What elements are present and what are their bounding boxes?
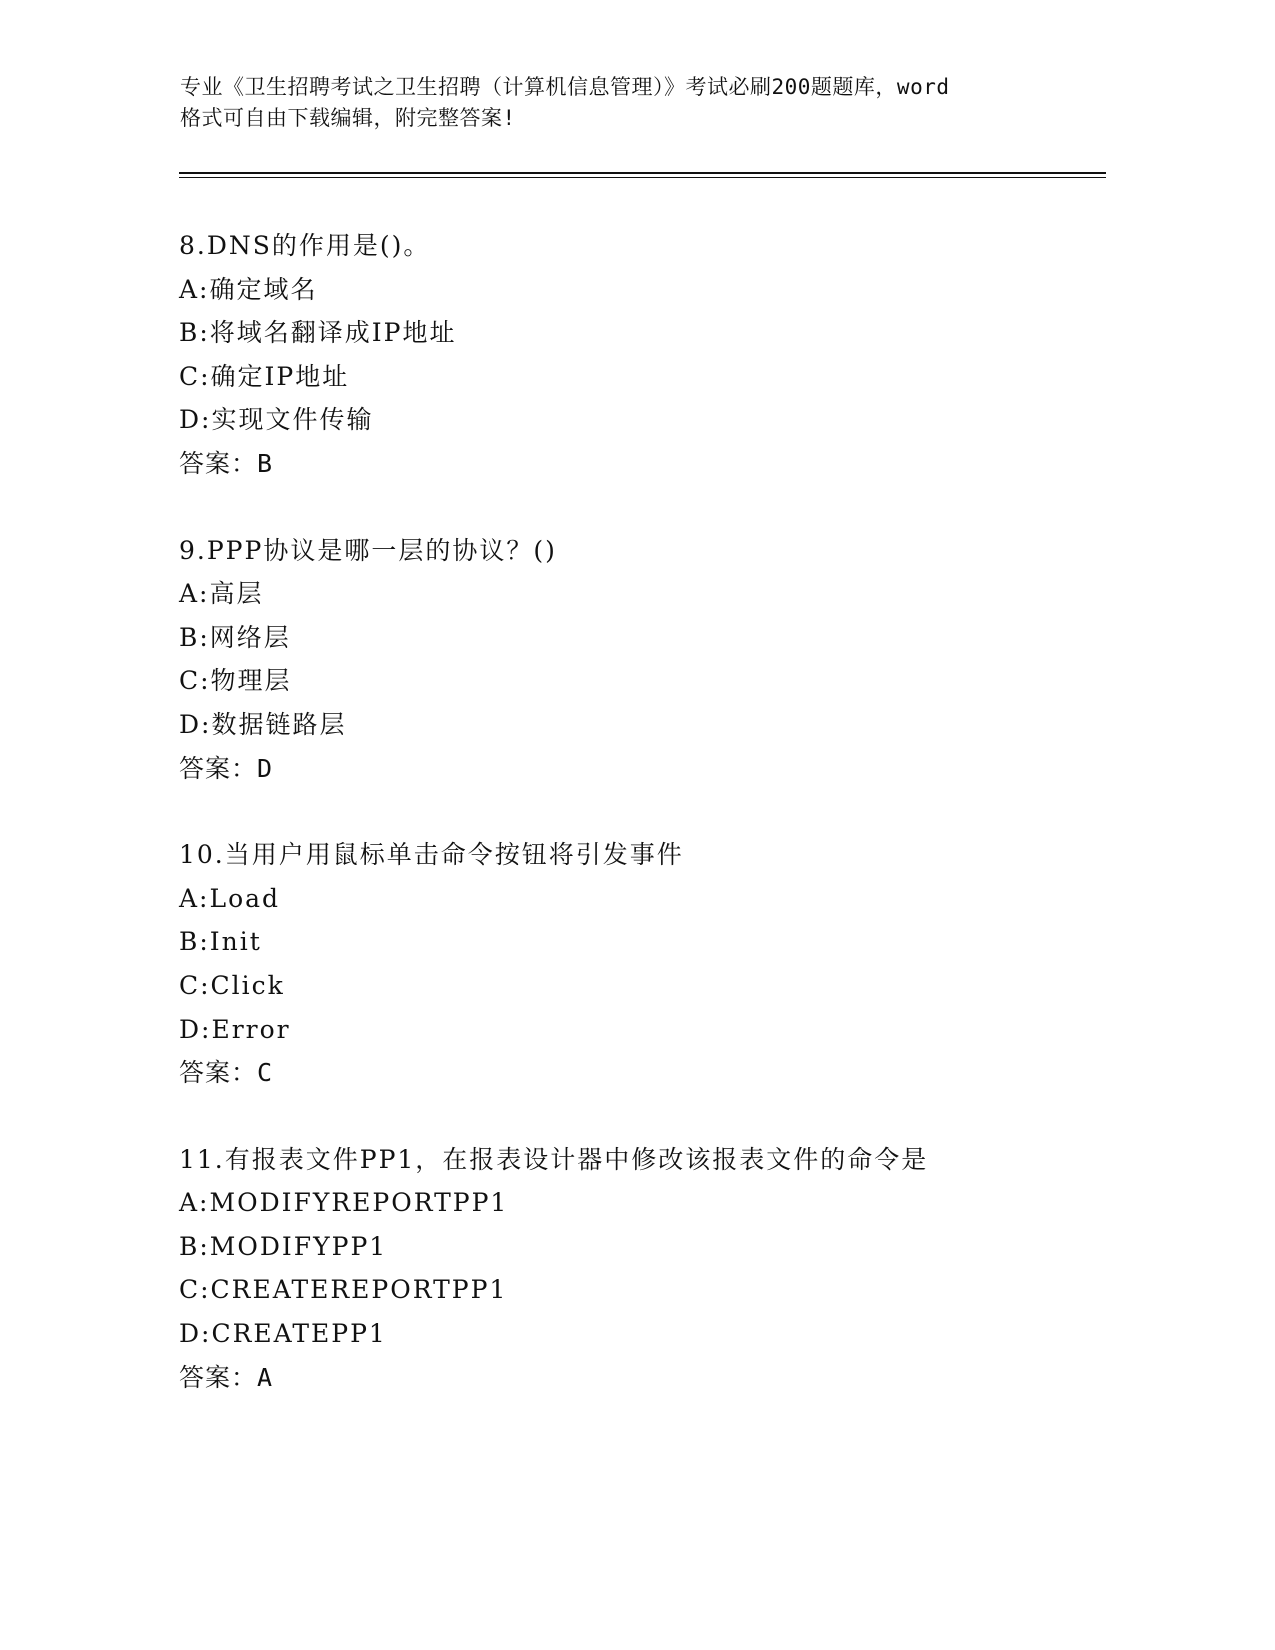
question-text: 9.PPP协议是哪一层的协议？() — [179, 535, 557, 565]
option-c: C:CREATEREPORTPP1 — [179, 1275, 508, 1305]
option-d: D:CREATEPP1 — [179, 1319, 387, 1349]
option-b: B:将域名翻译成IP地址 — [179, 318, 457, 348]
question-text: 11.有报表文件PP1，在报表设计器中修改该报表文件的命令是 — [179, 1144, 929, 1174]
answer-label: 答案：C — [179, 1058, 274, 1088]
question-11 — [179, 1138, 1079, 1400]
answer-label: 答案：D — [179, 753, 274, 783]
header-line-2: 格式可自由下载编辑，附完整答案! — [180, 106, 516, 130]
option-b: B:网络层 — [179, 622, 291, 652]
option-d: D:实现文件传输 — [179, 405, 374, 435]
option-b: B:Init — [179, 927, 262, 957]
option-b: B:MODIFYPP1 — [179, 1231, 388, 1261]
answer-label: 答案：B — [179, 448, 274, 478]
option-d: D:数据链路层 — [179, 709, 347, 739]
option-a: A:Load — [179, 883, 281, 913]
option-a: A:高层 — [179, 579, 264, 609]
question-9 — [179, 529, 1079, 791]
question-list — [179, 224, 1079, 1442]
option-a: A:确定域名 — [179, 274, 318, 304]
question-text: 8.DNS的作用是()。 — [179, 231, 431, 260]
option-d: D:Error — [179, 1014, 291, 1044]
option-c: C:物理层 — [179, 666, 292, 696]
question-text: 10.当用户用鼠标单击命令按钮将引发事件 — [179, 840, 684, 870]
option-c: C:确定IP地址 — [179, 361, 350, 391]
question-10 — [179, 833, 1079, 1095]
page-header — [180, 72, 1060, 134]
header-rule-thick — [179, 172, 1106, 174]
header-line-1: 专业《卫生招聘考试之卫生招聘（计算机信息管理）》考试必刷200题题库，word — [180, 75, 950, 99]
answer-label: 答案：A — [179, 1362, 274, 1392]
question-8 — [179, 224, 1079, 486]
option-a: A:MODIFYREPORTPP1 — [179, 1188, 509, 1218]
header-rule-thin — [179, 177, 1106, 178]
option-c: C:Click — [179, 970, 285, 1000]
